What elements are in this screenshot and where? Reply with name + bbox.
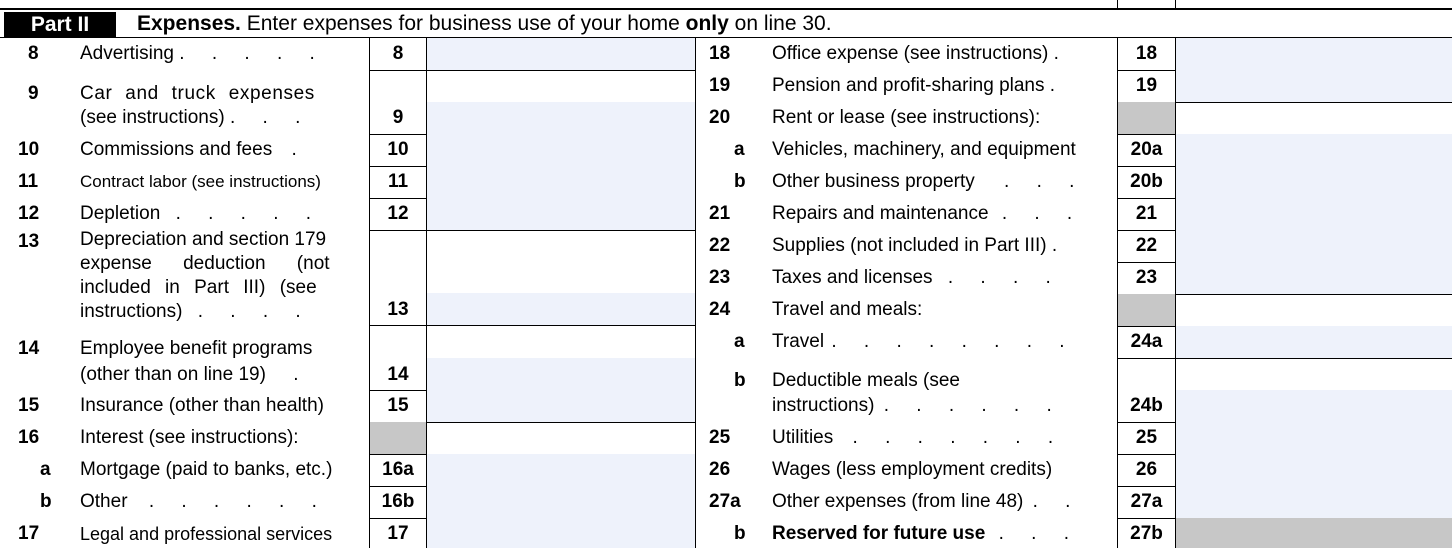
amount-field-line-22[interactable] xyxy=(1176,230,1452,262)
line-number: 8 xyxy=(28,43,39,64)
line-label: Mortgage (paid to banks, etc.) xyxy=(80,459,333,480)
line-box-number: 25 xyxy=(1135,427,1158,448)
amount-field-line-9[interactable] xyxy=(427,102,695,134)
amount-field-line-24b[interactable] xyxy=(1176,390,1452,422)
amount-field-line-8[interactable] xyxy=(427,38,695,70)
line-box-number: 10 xyxy=(387,139,409,160)
line-number: 23 xyxy=(709,267,731,288)
line-box-number: 16b xyxy=(381,491,415,512)
line-label: Legal and professional services xyxy=(80,524,333,544)
line-box-number: 21 xyxy=(1135,203,1158,224)
line-number: 19 xyxy=(709,75,731,96)
line-number: b xyxy=(40,491,52,512)
amount-field-line-17[interactable] xyxy=(427,518,695,548)
line-box-number: 19 xyxy=(1135,75,1158,96)
line-number: 17 xyxy=(18,523,40,544)
line-box-number: 13 xyxy=(387,299,409,320)
line-number: 10 xyxy=(18,139,40,160)
line-number: b xyxy=(734,523,746,544)
line-number: 9 xyxy=(28,83,39,104)
amount-field-line-25[interactable] xyxy=(1176,422,1452,454)
line-number: 24 xyxy=(709,299,731,320)
line-label: Vehicles, machinery, and equipment xyxy=(772,139,1076,160)
line-number: 25 xyxy=(709,427,731,448)
line-number: 21 xyxy=(709,203,731,224)
line-number: 22 xyxy=(709,235,731,256)
line-box-number: 11 xyxy=(387,171,409,192)
line-number: b xyxy=(734,370,746,391)
line-number: 15 xyxy=(18,395,40,416)
column-divider xyxy=(695,38,696,548)
line-label: Depletion . . . . . xyxy=(80,203,323,224)
line-box-number: 15 xyxy=(387,395,409,416)
amount-field-line-26[interactable] xyxy=(1176,454,1452,486)
line-box-number: 17 xyxy=(387,523,409,544)
top-divider xyxy=(1117,0,1118,8)
line-box-number: 16a xyxy=(382,459,414,480)
line-label: Pension and profit-sharing plans . xyxy=(772,75,1067,96)
part-title: Expenses. Enter expenses for business use of your home only on line 30. xyxy=(137,12,832,35)
line-label: Car and truck expenses xyxy=(80,83,315,104)
part-badge: Part II xyxy=(4,12,116,38)
line-label: included in Part III) (see xyxy=(80,277,317,298)
line-label: Wages (less employment credits) xyxy=(772,459,1053,480)
line-number: 14 xyxy=(18,338,40,359)
line-label: Deductible meals (see xyxy=(772,370,960,391)
line-number: b xyxy=(734,171,746,192)
line-label: Reserved for future use . . . xyxy=(772,523,1080,544)
line-box-number: 8 xyxy=(392,43,404,64)
amount-field-line-16a[interactable] xyxy=(427,454,695,486)
line-box-number: 18 xyxy=(1135,43,1158,64)
line-box-number: 27b xyxy=(1130,523,1163,544)
shaded-box xyxy=(1118,102,1175,134)
row-rule xyxy=(369,325,695,326)
line-label: Office expense (see instructions) . xyxy=(772,43,1070,64)
line-label: Repairs and maintenance . . . xyxy=(772,203,1084,224)
line-label: Commissions and fees . xyxy=(80,139,308,160)
amount-field-line-20b[interactable] xyxy=(1176,166,1452,198)
line-box-number: 26 xyxy=(1135,459,1158,480)
line-box-number: 23 xyxy=(1135,267,1158,288)
line-label: Travel . . . . . . . . xyxy=(772,331,1076,352)
line-box-number: 14 xyxy=(387,364,409,385)
amount-field-line-19[interactable] xyxy=(1176,70,1452,102)
line-label: Other business property . . . xyxy=(772,171,1086,192)
line-label: (other than on line 19) . xyxy=(80,364,310,385)
line-box-number: 27a xyxy=(1130,491,1163,512)
line-label: (see instructions) . . . xyxy=(80,107,312,128)
amount-field-line-18[interactable] xyxy=(1176,38,1452,70)
line-number: 16 xyxy=(18,427,40,448)
line-box-number: 24b xyxy=(1130,395,1163,416)
line-label: Advertising . . . . . xyxy=(80,43,326,64)
line-number: a xyxy=(40,459,51,480)
amount-field-line-16b[interactable] xyxy=(427,486,695,518)
line-label: instructions) . . . . . . xyxy=(772,395,1063,416)
line-number: 11 xyxy=(18,171,39,192)
line-label: Insurance (other than health) xyxy=(80,395,324,416)
line-number: 13 xyxy=(18,231,40,252)
line-label: Travel and meals: xyxy=(772,299,923,320)
line-label: expense deduction (not xyxy=(80,253,330,274)
line-label: Depreciation and section 179 xyxy=(80,229,327,250)
amount-field-line-27a[interactable] xyxy=(1176,486,1452,518)
part-header xyxy=(0,8,1452,38)
line-label: Employee benefit programs xyxy=(80,338,313,359)
amount-field-line-11[interactable] xyxy=(427,166,695,198)
line-label: Rent or lease (see instructions): xyxy=(772,107,1041,128)
line-box-number: 20a xyxy=(1130,139,1163,160)
shaded-box xyxy=(1118,294,1175,326)
amount-field-line-13[interactable] xyxy=(427,293,695,325)
shaded-box xyxy=(370,422,426,454)
line-box-number: 12 xyxy=(387,203,409,224)
line-number: 26 xyxy=(709,459,731,480)
row-rule xyxy=(1117,358,1452,359)
line-box-number: 9 xyxy=(392,107,404,128)
line-label: Other expenses (from line 48) . . xyxy=(772,491,1082,512)
line-label: Supplies (not included in Part III) . xyxy=(772,235,1069,256)
line-box-number: 24a xyxy=(1130,331,1163,352)
amount-field-line-24a[interactable] xyxy=(1176,326,1452,358)
line-number: a xyxy=(734,331,745,352)
amount-field-line-10[interactable] xyxy=(427,134,695,166)
top-divider xyxy=(1175,0,1176,8)
line-number: 12 xyxy=(18,203,40,224)
line-label: instructions) . . . . xyxy=(80,301,312,322)
row-rule xyxy=(369,230,695,231)
line-number: 18 xyxy=(709,43,731,64)
amount-field-line-23[interactable] xyxy=(1176,262,1452,294)
shaded-box xyxy=(1176,518,1452,548)
row-rule xyxy=(369,70,695,71)
line-label: Utilities . . . . . . . xyxy=(772,427,1065,448)
line-box-number: 20b xyxy=(1130,171,1163,192)
line-number: 20 xyxy=(709,107,731,128)
amount-field-line-21[interactable] xyxy=(1176,198,1452,230)
line-label: Other . . . . . . xyxy=(80,491,328,512)
line-number: 27a xyxy=(709,491,741,512)
amount-field-line-12[interactable] xyxy=(427,198,695,230)
line-label: Contract labor (see instructions) xyxy=(80,172,321,191)
amount-field-line-14[interactable] xyxy=(427,358,695,390)
line-label: Taxes and licenses . . . . xyxy=(772,267,1062,288)
line-box-number: 22 xyxy=(1135,235,1158,256)
amount-field-line-20a[interactable] xyxy=(1176,134,1452,166)
line-label: Interest (see instructions): xyxy=(80,427,299,448)
amount-field-line-15[interactable] xyxy=(427,390,695,422)
line-number: a xyxy=(734,139,745,160)
